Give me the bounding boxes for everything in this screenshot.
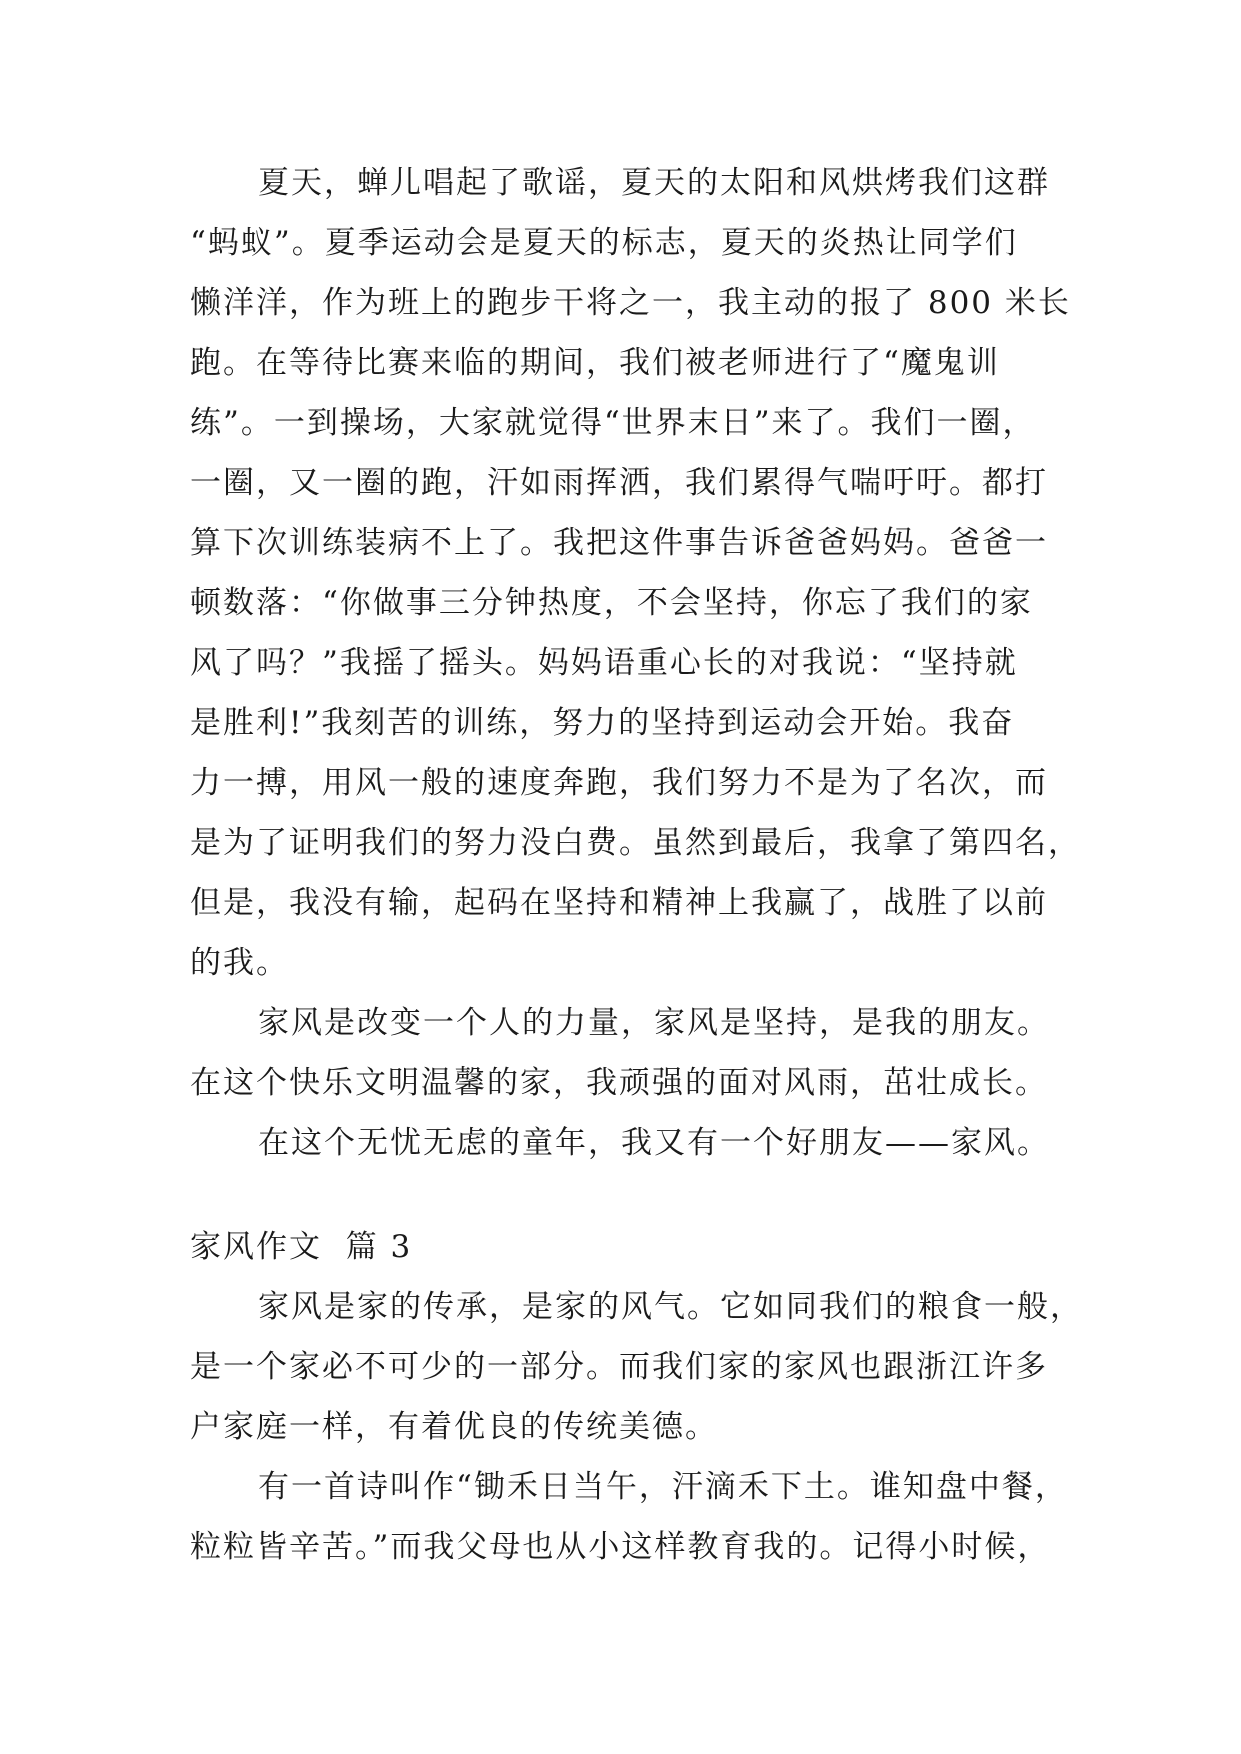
paragraph-line: 是胜利!”我刻苦的训练，努力的坚持到运动会开始。我奋 <box>190 705 1015 741</box>
essay-body-section-1 <box>190 153 1081 1173</box>
paragraph-line: “蚂蚁”。夏季运动会是夏天的标志，夏天的炎热让同学们 <box>190 225 1018 261</box>
paragraph-line: 风了吗？”我摇了摇头。妈妈语重心长的对我说：“坚持就 <box>190 645 1018 681</box>
section-heading: 家风作文 篇 3 <box>190 1229 413 1265</box>
paragraph-line: 是一个家必不可少的一部分。而我们家的家风也跟浙江许多 <box>190 1349 1048 1385</box>
paragraph-line: 但是，我没有输，起码在坚持和精神上我赢了，战胜了以前 <box>190 885 1048 921</box>
paragraph-line: 户家庭一样，有着优良的传统美德。 <box>190 1409 718 1445</box>
paragraph-line: 算下次训练装病不上了。我把这件事告诉爸爸妈妈。爸爸一 <box>190 525 1048 561</box>
paragraph-line: 粒粒皆辛苦。”而我父母也从小这样教育我的。记得小时候， <box>190 1529 1051 1565</box>
paragraph-line: 家风是家的传承，是家的风气。它如同我们的粮食一般， <box>258 1289 1083 1325</box>
paragraph-line: 家风是改变一个人的力量，家风是坚持，是我的朋友。 <box>258 1005 1050 1041</box>
essay-body-section-2 <box>190 1217 1083 1577</box>
paragraph-line: 在这个无忧无虑的童年，我又有一个好朋友——家风。 <box>258 1125 1050 1161</box>
paragraph-line: 在这个快乐文明温馨的家，我顽强的面对风雨，茁壮成长。 <box>190 1065 1048 1101</box>
paragraph-line: 是为了证明我们的努力没白费。虽然到最后，我拿了第四名， <box>190 825 1081 861</box>
paragraph-line: 懒洋洋，作为班上的跑步干将之一，我主动的报了 800 米长 <box>190 285 1071 321</box>
paragraph-line: 跑。在等待比赛来临的期间，我们被老师进行了“魔鬼训 <box>190 345 1000 381</box>
paragraph-line: 一圈，又一圈的跑，汗如雨挥洒，我们累得气喘吁吁。都打 <box>190 465 1048 501</box>
paragraph-line: 力一搏，用风一般的速度奔跑，我们努力不是为了名次，而 <box>190 765 1048 801</box>
paragraph-line: 练”。一到操场，大家就觉得“世界末日”来了。我们一圈， <box>190 405 1036 441</box>
paragraph-line: 的我。 <box>190 945 289 981</box>
paragraph-line: 有一首诗叫作“锄禾日当午，汗滴禾下土。谁知盘中餐， <box>258 1469 1068 1505</box>
paragraph-line: 顿数落：“你做事三分钟热度，不会坚持，你忘了我们的家 <box>190 585 1033 621</box>
paragraph-line: 夏天，蝉儿唱起了歌谣，夏天的太阳和风烘烤我们这群 <box>258 165 1050 201</box>
